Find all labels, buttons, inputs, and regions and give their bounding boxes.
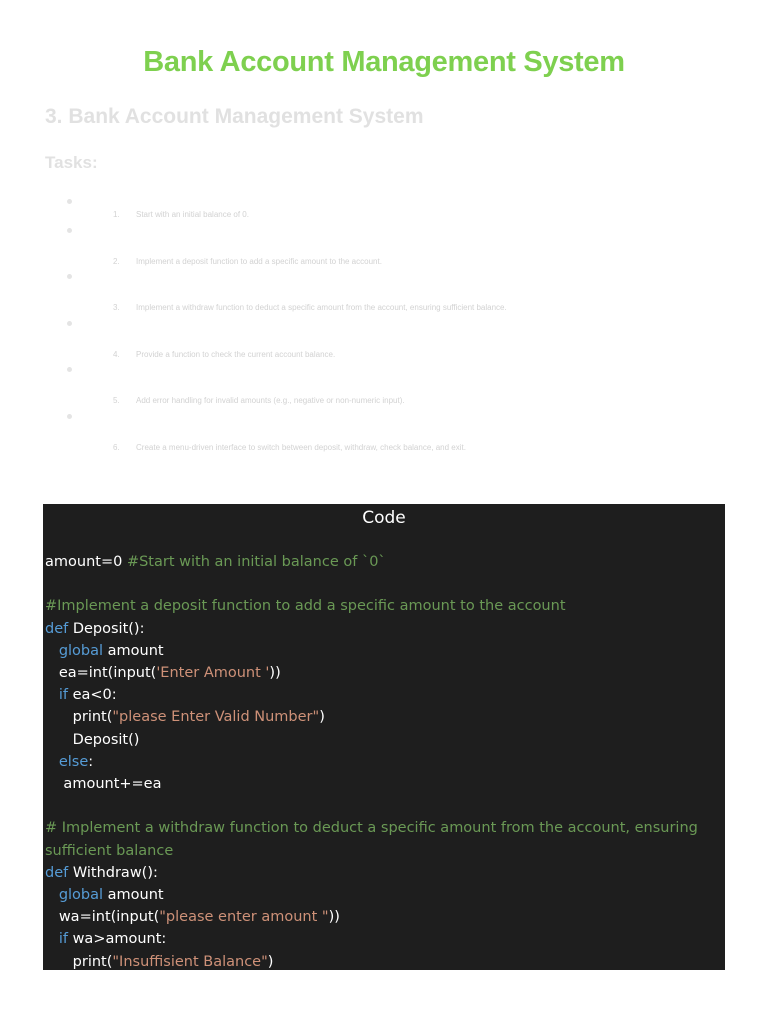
task-text: Implement a deposit function to add a specific amount to the account.: [136, 257, 382, 266]
task-item: [113, 350, 335, 359]
task-text: Start with an initial balance of 0.: [136, 210, 249, 219]
document-title: Bank Account Management System: [143, 46, 625, 78]
task-number: 6.: [113, 443, 120, 452]
code-token: Withdraw():: [68, 864, 158, 881]
task-item: [113, 303, 507, 312]
code-token: 'Enter Amount ': [156, 665, 270, 681]
code-token: [45, 687, 59, 703]
code-token: "please Enter Valid Number": [112, 709, 320, 726]
code-token: ): [319, 709, 325, 726]
code-token: # Implement a withdraw function to deduct a specific amount from the account, ensuring: [45, 820, 698, 837]
code-token: wa=int(input(: [45, 909, 160, 926]
task-item: [113, 210, 249, 219]
bullet-icon: [67, 228, 72, 233]
code-line: [45, 840, 717, 862]
code-token: print(: [45, 709, 113, 726]
code-token: ea=int(input(: [45, 665, 157, 681]
code-line: [45, 662, 717, 684]
code-title: Code: [362, 508, 406, 528]
code-line: [45, 729, 717, 751]
code-line: [45, 573, 717, 595]
code-token: amount: [103, 887, 164, 904]
code-line: [45, 884, 717, 906]
task-item: [113, 396, 405, 405]
code-token: amount: [103, 642, 164, 659]
code-token: amount+=ea: [45, 776, 162, 793]
code-line: [45, 773, 717, 795]
task-number: 3.: [113, 303, 120, 312]
task-number: 2.: [113, 257, 120, 266]
code-token: ): [267, 953, 274, 970]
code-token: def: [45, 620, 69, 637]
code-line: [45, 595, 717, 617]
code-token: amount=0: [45, 554, 127, 570]
task-text: Provide a function to check the current account balance.: [136, 350, 336, 359]
code-token: if: [58, 687, 68, 704]
task-text: Add error handling for invalid amounts (e.g., negative or non-numeric input).: [136, 396, 405, 405]
bullet-icon: [67, 367, 72, 372]
bullet-icon: [67, 274, 72, 279]
code-token: Deposit(): [45, 731, 140, 748]
code-token: global: [58, 887, 104, 904]
code-block: [43, 504, 725, 970]
code-line: [45, 706, 717, 728]
code-token: if: [58, 931, 68, 948]
code-line: [45, 551, 717, 573]
code-token: #Implement a deposit function to add a specific amount to the account: [45, 598, 566, 615]
code-line: [45, 862, 717, 884]
code-token: global: [58, 642, 104, 659]
code-token: print(: [45, 953, 113, 970]
bullet-icon: [67, 199, 72, 204]
task-item: [113, 443, 466, 452]
bullet-icon: [67, 414, 72, 419]
code-line: [45, 928, 717, 950]
task-number: 1.: [113, 210, 120, 219]
code-token: Deposit():: [68, 620, 145, 637]
section-heading: 3. Bank Account Management System: [45, 105, 424, 128]
task-number: 4.: [113, 350, 120, 359]
code-line: [45, 640, 717, 662]
bullet-icon: [67, 321, 72, 326]
code-line: [45, 795, 717, 817]
code-token: )): [328, 909, 340, 926]
tasks-heading: Tasks:: [45, 153, 98, 172]
code-line: [45, 951, 717, 970]
code-line: [45, 906, 717, 928]
code-token: [45, 643, 59, 659]
code-token: else: [58, 753, 89, 770]
task-text: Create a menu-driven interface to switch between deposit, withdraw, check balance, and exit.: [136, 443, 466, 452]
code-token: sufficient balance: [45, 842, 174, 859]
code-token: wa>amount:: [67, 931, 167, 948]
code-line: [45, 751, 717, 773]
code-token: #Start with an initial balance of `0`: [126, 554, 386, 570]
code-token: [45, 887, 59, 903]
code-line: [45, 684, 717, 706]
code-token: "please enter amount ": [159, 909, 329, 926]
code-token: def: [45, 864, 69, 881]
code-lines: [45, 551, 717, 970]
code-token: [45, 754, 59, 770]
code-token: "Insuffisient Balance": [112, 953, 268, 970]
code-token: ea<0:: [67, 687, 117, 704]
code-line: [45, 618, 717, 640]
task-number: 5.: [113, 396, 120, 405]
code-token: )): [269, 665, 281, 681]
task-item: [113, 257, 382, 266]
code-token: [45, 931, 59, 947]
code-token: :: [88, 753, 94, 770]
code-line: [45, 817, 717, 839]
task-text: Implement a withdraw function to deduct a specific amount from the account, ensuring sufficient balance.: [136, 303, 507, 312]
